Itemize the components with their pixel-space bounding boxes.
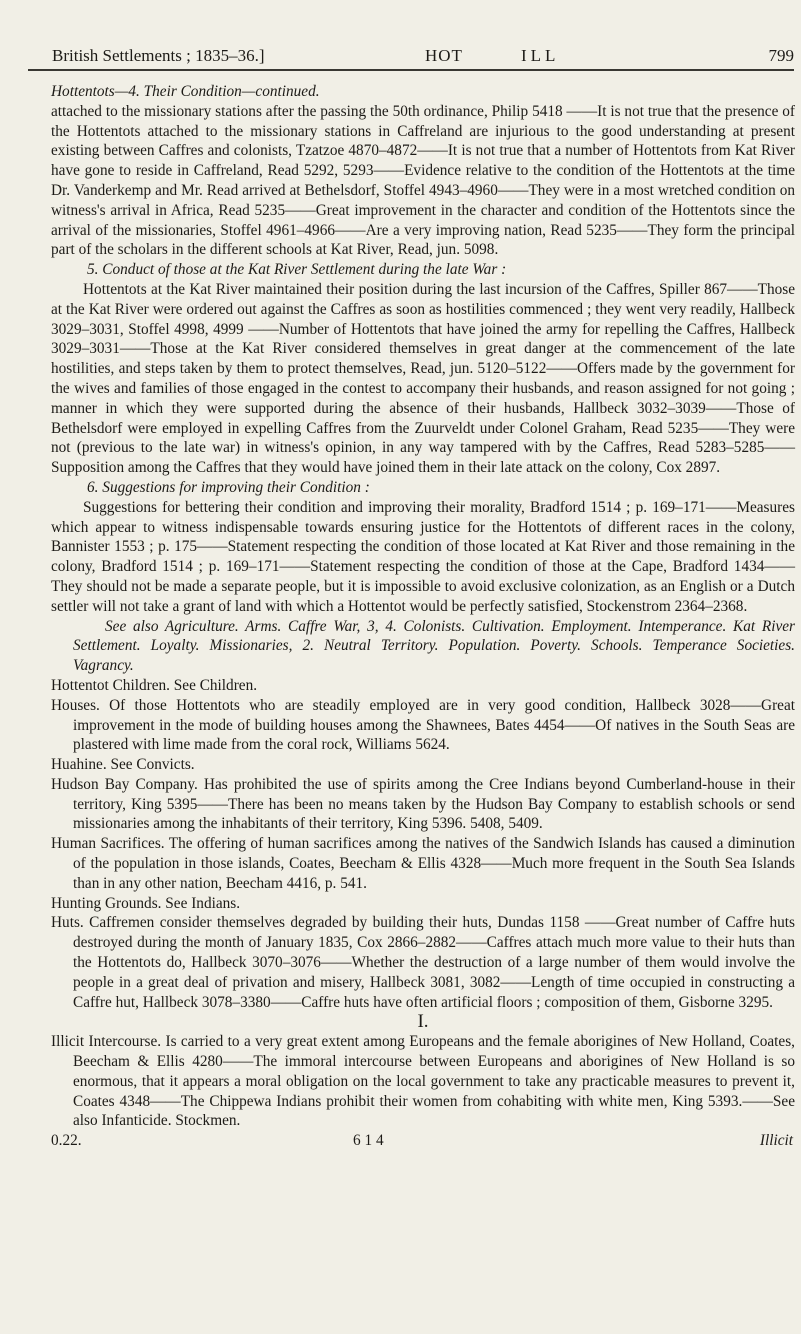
index-entry: Huts. Caffremen consider themselves degraded by building their huts, Dundas 1158 ——Great number of Caffre huts destroyed during the month of January 1835, Cox 2866–2882——Caffres attach much more value to their huts than the Hottentots do, Hallbeck 3070–3076——Whether the destruction of a large number of them would involve the people in a great deal of privation and misery, Hallbeck 3081, 3082——Length of time occupied in constructing a Caffre hut, Hallbeck 3078–3380——Caffre huts have often artificial floors ; composition of them, Gisborne 3295. (51, 914, 795, 1011)
index-body (51, 82, 795, 1151)
hottentots-heading: Hottentots—4. Their Condition—continued. (51, 83, 320, 100)
paragraph-conduct: Hottentots at the Kat River maintained their position during the last incursion of the Caffres, Spiller 867——Those at the Kat River were ordered out against the Caffres as soon as hostilities commenced ; they went very readily, Hallbeck 3029–3031, Stoffel 4998, 4999 ——Number of Hottentots that have joined the army for repelling the Caffres, Hallbeck 3029–3031——Those at the Kat River considered themselves in great danger at the commencement of the late hostilities, and steps taken by them to protect themselves, Read, jun. 5120–5122——Offers made by the government for the wives and families of those engaged in the contest to accompany their husbands, and reason assigned for not going ; manner in which they were supported during the absence of their husbands, Hallbeck 3032–3039——Those of Bethelsdorf were employed in expelling Caffres from the Zuurveldt under Colonel Graham, Read 5235——They were not (previous to the late war) in witness's opinion, in any way tampered with by the Caffres, Read 5283–5285——Supposition among the Caffres that they would have joined them in their late attack on the colony, Cox 2897. (51, 280, 795, 477)
footer-signature: 6 1 4 (353, 1132, 384, 1150)
index-entry: Hunting Grounds. See Indians. (51, 894, 241, 912)
page-footer (51, 1131, 795, 1151)
header-guide-word-first: HOT (425, 46, 463, 65)
footer-code: 0.22. (51, 1132, 82, 1150)
catchword: Illicit (759, 1132, 793, 1150)
see-also-list: See also Agriculture. Arms. Caffre War, 3, 4. Colonists. Cultivation. Employment. Intemperance. Kat River Settlement. Loyalty. Missionaries, 2. Neutral Territory. Population. Poverty. Schools. Temperance Societies. Vagrancy. (73, 617, 795, 675)
index-entry: Hottentot Children. See Children. (51, 676, 258, 694)
header-section-title: British Settlements ; 1835–36.] (52, 46, 265, 65)
section-letter: I. (417, 1011, 429, 1033)
paragraph-suggestions: Suggestions for bettering their condition and improving their morality, Bradford 1514 ; p. 169–171——Measures which appear to witness indispensable towards ensuring justice for the Hottentots of different races in the colony, Bannister 1553 ; p. 175——Statement respecting the condition of those located at Kat River and those remaining in the colony, Bradford 1514 ; p. 169–171——Statement respecting the condition of those at the Cape, Bradford 1434——They should not be made a separate people, but it is impossible to avoid exclusive colonization, as an English or a Dutch settler will not take a grant of land with which a Hottentot would be perfectly satisfied, Stockenstrom 2364–2368. (51, 498, 795, 615)
index-entry: Huahine. See Convicts. (51, 756, 195, 774)
index-entry-illicit: Illicit Intercourse. Is carried to a very great extent among Europeans and the female aborigines of New Holland, Coates, Beecham & Ellis 4280——The immoral intercourse between Europeans and aborigines of New Holland is so enormous, that it appears a moral obligation on the local government to take any practicable measures to prevent it, Coates 4348——The Chippewa Indians prohibit their women from cohabiting with white men, King 5393.——See also Infanticide. Stockmen. (51, 1033, 795, 1130)
header-guide-word-last: ILL (521, 46, 560, 65)
running-head (52, 44, 794, 68)
paragraph-condition: attached to the missionary stations after the passing the 50th ordinance, Philip 5418 ——It is not true that the presence of the Hottentots attached to the missionary stations in Caffreland are injurious to the good understanding at present existing between Caffres and colonists, Tzatzoe 4870–4872——It is not true that a number of Hottentots from Kat River have gone to reside in Caffreland, Read 5292, 5293——Evidence relative to the condition of the Hottentots at the time Dr. Vanderkemp and Mr. Read arrived at Bethelsdorf, Stoffel 4943–4960——They were in a most wretched condition on witness's arrival in Africa, Read 5235——Great improvement in the character and condition of the Hottentots since the arrival of the missionaries, Stoffel 4961–4966——Are a very improving nation, Read 5235——They form the principal part of the scholars in the different schools at Kat River, Read, jun. 5098. (51, 102, 795, 259)
index-entry: Houses. Of those Hottentots who are steadily employed are in very good condition, Hallbeck 3028——Great improvement in the mode of building houses among the Shawnees, Bates 4454——Of natives in the South Seas are plastered with lime made from the coral rock, Williams 5624. (51, 696, 795, 754)
subheading-suggestions: 6. Suggestions for improving their Condition : (87, 478, 370, 496)
page-number: 799 (768, 46, 794, 65)
subheading-conduct: 5. Conduct of those at the Kat River Settlement during the late War : (87, 261, 507, 279)
index-entry: Human Sacrifices. The offering of human sacrifices among the natives of the Sandwich Islands has caused a diminution of the population in those islands, Coates, Beecham & Ellis 4328——Much more frequent in the South Sea Islands than in any other nation, Beecham 4416, p. 541. (51, 835, 795, 892)
index-entry: Hudson Bay Company. Has prohibited the use of spirits among the Cree Indians beyond Cumberland-house in their territory, King 5395——There has been no means taken by the Hudson Bay Company to establish schools or send missionaries among the inhabitants of their territory, King 5396. 5408, 5409. (51, 775, 795, 833)
header-rule (28, 69, 794, 71)
